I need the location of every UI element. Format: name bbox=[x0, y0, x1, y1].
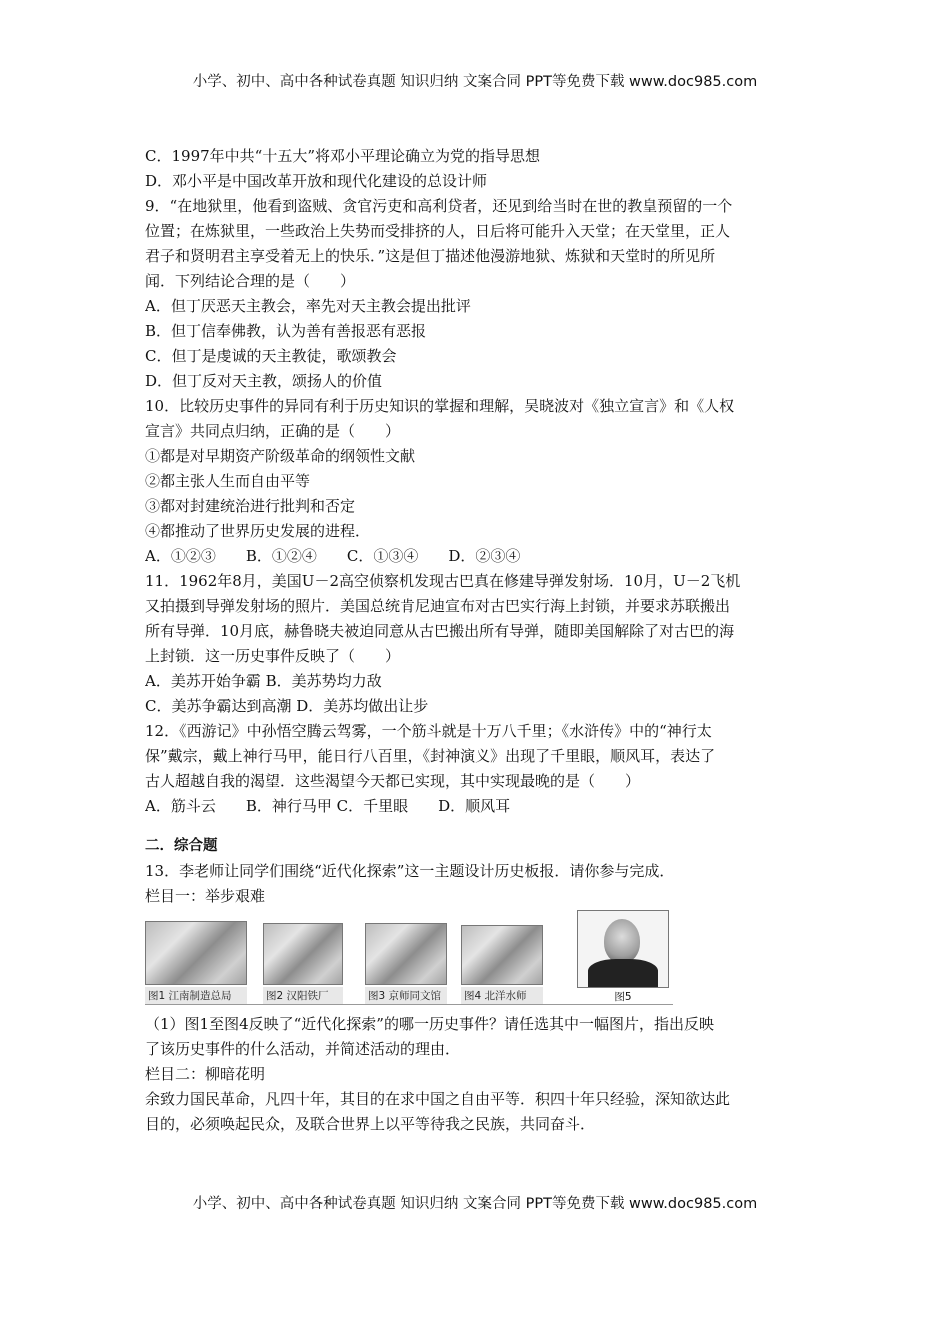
text-line: C．1997年中共“十五大”将邓小平理论确立为党的指导思想 bbox=[145, 147, 540, 165]
text-line: A．但丁厌恶天主教会，率先对天主教会提出批评 bbox=[145, 297, 471, 315]
text-line: B．但丁信奉佛教，认为善有善报恶有恶报 bbox=[145, 322, 427, 340]
text-line: 上封锁．这一历史事件反映了（ ） bbox=[145, 647, 401, 665]
figure-5 bbox=[577, 910, 669, 1004]
figure-1 bbox=[145, 921, 247, 1004]
text-line: C．美苏争霸达到高潮 D．美苏均做出让步 bbox=[145, 697, 429, 715]
figure-strip bbox=[145, 914, 673, 1005]
questions-block-1 bbox=[145, 144, 810, 819]
document-body bbox=[145, 144, 810, 1137]
text-line: 古人超越自我的渴望．这些渴望今天都已实现，其中实现最晚的是（ ） bbox=[145, 772, 641, 790]
text-line: （1）图1至图4反映了“近代化探索”的哪一历史事件？请任选其中一幅图片，指出反映 bbox=[145, 1015, 714, 1033]
text-line: 余致力国民革命，凡四十年，其目的在求中国之自由平等．积四十年只经验，深知欲达此 bbox=[145, 1090, 731, 1108]
figure-caption: 图1 江南制造总局 bbox=[145, 987, 247, 1004]
text-line: 闻．下列结论合理的是（ ） bbox=[145, 272, 356, 290]
figure-caption: 图2 汉阳铁厂 bbox=[263, 987, 343, 1004]
text-line: 12．《西游记》中孙悟空腾云驾雾，一个筋斗就是十万八千里；《水浒传》中的“神行太 bbox=[145, 722, 712, 740]
text-line: 了该历史事件的什么活动，并简述活动的理由． bbox=[145, 1040, 461, 1058]
text-line: A．美苏开始争霸 B．美苏势均力敌 bbox=[145, 672, 382, 690]
figure-caption: 图4 北洋水师 bbox=[461, 987, 543, 1004]
text-line: ①都是对早期资产阶级革命的纲领性文献 bbox=[145, 447, 416, 465]
text-line: ③都对封建统治进行批判和否定 bbox=[145, 497, 356, 515]
hanyang-ironworks-photo bbox=[263, 923, 343, 985]
text-line: ④都推动了世界历史发展的进程． bbox=[145, 522, 371, 540]
text-line: 11．1962年8月，美国U－2高空侦察机发现古巴真在修建导弹发射场．10月，U－2飞机 bbox=[145, 572, 741, 590]
figure-2 bbox=[263, 923, 343, 1004]
portrait-photo bbox=[577, 910, 669, 988]
page-footer: 小学、初中、高中各种试卷真题 知识归纳 文案合同 PPT等免费下载 www.doc985.com bbox=[192, 1196, 758, 1212]
text-line: 栏目一：举步艰难 bbox=[145, 887, 266, 905]
text-line: D．但丁反对天主教，颂扬人的价值 bbox=[145, 372, 383, 390]
tongwen-guan-photo bbox=[365, 923, 447, 985]
beiyang-fleet-photo bbox=[461, 925, 543, 985]
text-line: 栏目二：柳暗花明 bbox=[145, 1065, 266, 1083]
text-line: C．但丁是虔诚的天主教徒，歌颂教会 bbox=[145, 347, 397, 365]
figure-3 bbox=[365, 923, 447, 1004]
text-line: 位置；在炼狱里，一些政治上失势而受排挤的人，日后将可能升入天堂；在天堂里，正人 bbox=[145, 222, 731, 240]
questions-block-2 bbox=[145, 1012, 810, 1137]
jiangnan-arsenal-photo bbox=[145, 921, 247, 985]
text-line: 13．李老师让同学们围绕“近代化探索”这一主题设计历史板报．请你参与完成． bbox=[145, 862, 675, 880]
text-line: A．筋斗云 B．神行马甲 C．千里眼 D．顺风耳 bbox=[145, 797, 511, 815]
page-header: 小学、初中、高中各种试卷真题 知识归纳 文案合同 PPT等免费下载 www.doc985.com bbox=[192, 74, 758, 90]
text-line: ②都主张人生而自由平等 bbox=[145, 472, 311, 490]
text-line: 保”戴宗，戴上神行马甲，能日行八百里，《封神演义》出现了千里眼，顺风耳，表达了 bbox=[145, 747, 716, 765]
text-line: 目的，必须唤起民众，及联合世界上以平等待我之民族，共同奋斗． bbox=[145, 1115, 596, 1133]
text-line: 又拍摄到导弹发射场的照片．美国总统肯尼迪宣布对古巴实行海上封锁，并要求苏联搬出 bbox=[145, 597, 731, 615]
text-line: 宣言》共同点归纳，正确的是（ ） bbox=[145, 422, 401, 440]
text-line: 9．“在地狱里，他看到盗贼、贪官污吏和高利贷者，还见到给当时在世的教皇预留的一个 bbox=[145, 197, 733, 215]
text-line: 所有导弹．10月底，赫鲁晓夫被迫同意从古巴搬出所有导弹，随即美国解除了对古巴的海 bbox=[145, 622, 735, 640]
figure-caption: 图5 bbox=[614, 991, 632, 1003]
text-line: A．①②③ B．①②④ C．①③④ D．②③④ bbox=[145, 547, 521, 565]
section-title: 二．综合题 bbox=[145, 838, 218, 854]
text-line: D．邓小平是中国改革开放和现代化建设的总设计师 bbox=[145, 172, 488, 190]
figure-caption: 图3 京师同文馆 bbox=[365, 987, 447, 1004]
text-line: 君子和贤明君主享受着无上的快乐．”这是但丁描述他漫游地狱、炼狱和天堂时的所见所 bbox=[145, 247, 716, 265]
figure-4 bbox=[461, 925, 543, 1004]
text-line: 10．比较历史事件的异同有利于历史知识的掌握和理解，吴晓波对《独立宣言》和《人权 bbox=[145, 397, 735, 415]
